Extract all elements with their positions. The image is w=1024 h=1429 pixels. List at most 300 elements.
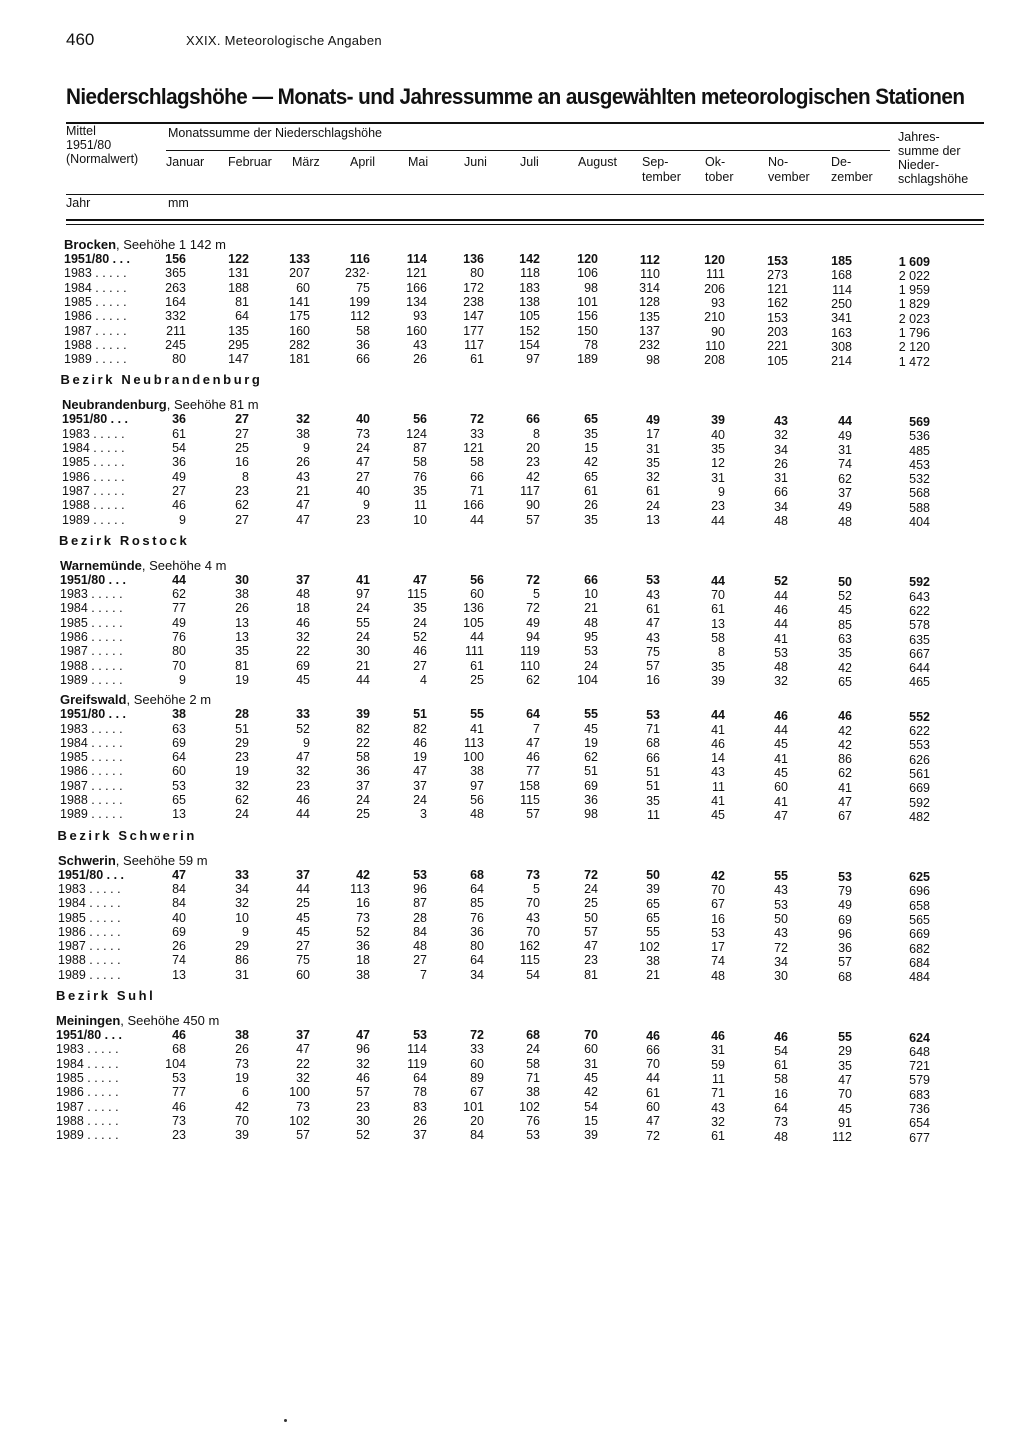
month-value-cell: 32 (711, 1114, 725, 1129)
month-value-cell: 100 (289, 1085, 310, 1100)
month-value-cell: 97 (470, 778, 484, 793)
month-value-cell: 44 (838, 414, 852, 429)
month-value-cell: 41 (838, 780, 852, 795)
month-value-cell: 8 (533, 426, 540, 441)
month-value-cell: 45 (774, 737, 788, 752)
month-value-cell: 47 (172, 867, 186, 882)
month-value-cell: 38 (172, 707, 186, 722)
scan-speck (284, 1419, 287, 1422)
annual-total-cell: 404 (909, 515, 930, 529)
month-value-cell: 28 (235, 707, 249, 722)
month-value-cell: 34 (774, 442, 788, 457)
month-value-cell: 35 (235, 644, 249, 659)
month-value-cell: 52 (413, 630, 427, 644)
month-value-cell: 52 (774, 574, 788, 589)
month-value-cell: 58 (526, 1056, 540, 1071)
row-label: 1988 . . . . . (62, 498, 125, 513)
month-value-cell: 117 (464, 337, 484, 352)
row-label: 1988 . . . . . (60, 658, 123, 673)
month-value-cell: 17 (646, 427, 660, 442)
month-value-cell: 22 (296, 644, 310, 659)
month-value-cell: 102 (519, 1099, 540, 1114)
annual-total-cell: 1 829 (898, 297, 930, 312)
month-value-cell: 58 (711, 631, 725, 645)
month-value-cell: 64 (172, 750, 186, 765)
month-value-cell: 47 (838, 795, 852, 809)
month-value-cell: 65 (584, 412, 598, 427)
month-value-cell: 66 (356, 352, 370, 367)
month-value-cell: 32 (296, 630, 310, 644)
month-value-cell: 111 (464, 644, 484, 659)
month-value-cell: 158 (519, 778, 540, 793)
month-value-cell: 37 (296, 1028, 310, 1042)
month-value-cell: 49 (646, 412, 660, 427)
month-value-cell: 199 (349, 294, 370, 309)
month-value-cell: 25 (470, 672, 484, 687)
month-value-cell: 147 (463, 309, 484, 324)
month-value-cell: 53 (172, 1070, 186, 1085)
month-value-cell: 11 (647, 807, 660, 822)
month-value-cell: 47 (526, 735, 540, 750)
month-value-cell: 238 (463, 294, 484, 309)
annual-total-cell: 644 (909, 661, 930, 676)
month-value-cell: 66 (584, 572, 598, 587)
month-value-cell: 120 (704, 253, 725, 267)
month-value-cell: 214 (831, 354, 852, 369)
annual-total-cell: 677 (909, 1130, 930, 1145)
month-value-cell: 28 (413, 910, 427, 925)
month-value-cell: 150 (577, 323, 598, 338)
month-value-cell: 295 (228, 337, 249, 352)
month-value-cell: 37 (296, 867, 310, 882)
month-value-cell: 70 (172, 658, 186, 673)
month-value-cell: 210 (704, 310, 725, 325)
month-value-cell: 44 (646, 1071, 660, 1086)
month-value-cell: 86 (838, 752, 852, 767)
month-value-cell: 64 (526, 707, 540, 722)
month-value-cell: 33 (296, 707, 310, 722)
month-value-cell: 160 (289, 323, 310, 338)
month-value-cell: 208 (704, 353, 725, 368)
month-value-cell: 65 (646, 896, 660, 911)
month-value-cell: 250 (831, 296, 852, 311)
month-value-cell: 34 (235, 881, 249, 896)
row-label: 1984 . . . . . (58, 896, 121, 911)
month-value-cell: 46 (526, 750, 540, 765)
month-value-cell: 44 (172, 572, 186, 587)
month-value-cell: 19 (413, 750, 427, 765)
row-label: 1951/80 . . . (56, 1028, 123, 1042)
month-value-cell: 33 (470, 1042, 484, 1057)
month-value-cell: 122 (228, 252, 249, 266)
month-value-cell: 31 (711, 470, 725, 485)
header-annual-4: schlagshöhe (898, 172, 969, 186)
month-value-cell: 36 (172, 455, 186, 470)
header-month-12: De- (831, 155, 852, 169)
month-value-cell: 211 (166, 323, 186, 338)
month-value-cell: 60 (296, 967, 310, 982)
month-value-cell: 47 (356, 1028, 370, 1042)
row-label: 1987 . . . . . (62, 483, 125, 498)
month-value-cell: 54 (584, 1099, 598, 1114)
month-value-cell: 85 (838, 617, 852, 632)
month-value-cell: 44 (711, 513, 725, 528)
month-value-cell: 9 (303, 735, 310, 750)
month-value-cell: 46 (413, 735, 427, 750)
month-value-cell: 41 (774, 751, 788, 766)
month-value-cell: 35 (584, 426, 598, 441)
month-value-cell: 78 (413, 1085, 427, 1100)
month-value-cell: 61 (646, 484, 660, 499)
month-value-cell: 81 (584, 967, 598, 982)
month-value-cell: 96 (838, 926, 852, 941)
annual-total-cell: 465 (909, 675, 930, 690)
month-value-cell: 70 (711, 882, 725, 897)
month-value-cell: 45 (838, 603, 852, 618)
month-value-cell: 60 (584, 1042, 598, 1057)
month-value-cell: 56 (470, 572, 484, 587)
month-value-cell: 74 (711, 954, 725, 969)
station-name: Warnemünde (60, 557, 142, 573)
month-value-cell: 70 (711, 588, 725, 603)
month-value-cell: 25 (235, 441, 249, 455)
month-value-cell: 66 (646, 1042, 660, 1057)
row-label: 1984 . . . . . (60, 601, 123, 616)
month-value-cell: 46 (711, 1029, 725, 1043)
month-value-cell: 41 (774, 794, 788, 809)
month-value-cell: 43 (711, 765, 725, 780)
month-value-cell: 37 (838, 485, 852, 500)
month-value-cell: 9 (179, 512, 186, 527)
district-heading: Bezirk Rostock (59, 532, 190, 548)
month-value-cell: 10 (584, 587, 598, 602)
month-value-cell: 26 (235, 601, 249, 616)
annual-total-cell: 658 (909, 898, 930, 913)
month-value-cell: 71 (711, 1086, 725, 1101)
month-value-cell: 67 (838, 809, 852, 824)
month-value-cell: 62 (235, 793, 249, 807)
header-month-12-line2: zember (831, 170, 873, 184)
row-label: 1951/80 . . . (64, 252, 131, 266)
month-value-cell: 69 (584, 778, 598, 793)
month-value-cell: 53 (774, 645, 788, 660)
station-name: Brocken (64, 237, 117, 252)
month-value-cell: 47 (646, 616, 660, 631)
month-value-cell: 163 (831, 325, 852, 340)
row-label: 1985 . . . . . (56, 1070, 119, 1085)
month-value-cell: 23 (235, 483, 249, 498)
month-value-cell: 46 (646, 1028, 660, 1043)
month-value-cell: 62 (172, 587, 186, 602)
month-value-cell: 156 (165, 252, 186, 266)
month-value-cell: 70 (584, 1028, 598, 1042)
month-value-cell: 11 (712, 779, 725, 794)
month-value-cell: 23 (356, 512, 370, 527)
month-value-cell: 32 (235, 778, 249, 793)
annual-total-cell: 579 (909, 1073, 930, 1088)
annual-total-cell: 532 (909, 472, 930, 487)
month-value-cell: 147 (228, 352, 249, 367)
month-value-cell: 162 (519, 939, 540, 954)
annual-total-cell: 485 (909, 443, 930, 458)
header-month-9-line2: tember (642, 170, 681, 184)
row-label: 1984 . . . . . (60, 735, 123, 750)
month-value-cell: 9 (179, 672, 186, 687)
month-value-cell: 42 (838, 737, 852, 752)
month-value-cell: 18 (356, 953, 370, 968)
month-value-cell: 85 (470, 896, 484, 911)
month-value-cell: 27 (172, 483, 186, 498)
month-value-cell: 72 (774, 940, 788, 955)
header-month-5: Mai (408, 155, 429, 169)
month-value-cell: 48 (774, 514, 788, 528)
month-value-cell: 53 (172, 778, 186, 793)
annual-total-cell: 696 (909, 884, 930, 899)
month-value-cell: 5 (533, 881, 540, 896)
month-value-cell: 31 (235, 967, 249, 982)
month-value-cell: 73 (526, 867, 540, 882)
month-value-cell: 35 (838, 1058, 852, 1073)
row-label: 1951/80 . . . (62, 412, 129, 427)
header-month-2: Februar (228, 155, 272, 169)
month-value-cell: 16 (774, 1086, 788, 1101)
station-elevation: Seehöhe 59 m (123, 852, 208, 868)
month-value-cell: 51 (646, 779, 660, 794)
month-value-cell: 93 (413, 309, 427, 324)
month-value-cell: 25 (584, 896, 598, 911)
month-value-cell: 341 (831, 311, 852, 326)
month-value-cell: 21 (356, 658, 370, 673)
month-value-cell: 134 (406, 294, 427, 309)
month-value-cell: 48 (413, 939, 427, 954)
month-value-cell: 65 (838, 674, 852, 689)
month-value-cell: 36 (356, 939, 370, 954)
month-value-cell: 84 (470, 1128, 484, 1143)
month-value-cell: 110 (640, 266, 660, 281)
page-title: Niederschlagshöhe — Monats- und Jahressumme an ausgewählten meteorologischen Stationen (66, 84, 965, 109)
month-value-cell: 52 (356, 924, 370, 939)
month-value-cell: 42 (838, 660, 852, 675)
annual-total-cell: 683 (909, 1087, 930, 1102)
month-value-cell: 106 (577, 266, 598, 281)
month-value-cell: 38 (356, 967, 370, 982)
month-value-cell: 221 (767, 339, 788, 354)
month-value-cell: 67 (711, 897, 725, 912)
month-value-cell: 35 (838, 646, 852, 661)
month-value-cell: 188 (228, 280, 249, 295)
month-value-cell: 131 (228, 266, 249, 281)
row-label: 1988 . . . . . (60, 793, 123, 807)
month-value-cell: 81 (235, 294, 249, 309)
row-label: 1986 . . . . . (58, 924, 121, 939)
month-value-cell: 44 (470, 630, 484, 644)
month-value-cell: 15 (584, 441, 598, 455)
month-value-cell: 23 (296, 778, 310, 793)
month-value-cell: 207 (289, 266, 310, 281)
month-value-cell: 135 (228, 323, 249, 338)
month-value-cell: 72 (470, 1028, 484, 1042)
month-value-cell: 45 (296, 924, 310, 939)
month-value-cell: 119 (407, 1056, 427, 1071)
month-value-cell: 46 (296, 615, 310, 630)
month-value-cell: 48 (584, 615, 598, 630)
month-value-cell: 34 (774, 954, 788, 969)
annual-total-cell: 669 (909, 781, 930, 796)
row-label: 1984 . . . . . (64, 280, 127, 295)
month-value-cell: 189 (577, 352, 598, 367)
month-value-cell: 16 (356, 896, 370, 911)
month-value-cell: 42 (584, 1085, 598, 1100)
month-value-cell: 35 (584, 512, 598, 527)
month-value-cell: 137 (639, 324, 660, 338)
month-value-cell: 38 (235, 587, 249, 602)
month-value-cell: 27 (235, 426, 249, 441)
annual-total-cell: 736 (909, 1102, 930, 1116)
month-value-cell: 142 (519, 252, 540, 266)
month-value-cell: 79 (838, 883, 852, 898)
month-value-cell: 61 (172, 426, 186, 441)
month-value-cell: 100 (463, 750, 484, 765)
month-value-cell: 23 (356, 1099, 370, 1114)
month-value-cell: 47 (774, 808, 788, 823)
month-value-cell: 69 (838, 912, 852, 927)
month-value-cell: 77 (172, 601, 186, 616)
month-value-cell: 10 (235, 910, 249, 925)
month-value-cell: 31 (584, 1056, 598, 1071)
month-value-cell: 32 (296, 412, 310, 427)
month-value-cell: 11 (712, 1071, 725, 1086)
month-value-cell: 49 (838, 428, 852, 443)
month-value-cell: 30 (235, 572, 249, 587)
month-value-cell: 42 (711, 868, 725, 883)
month-value-cell: 55 (584, 707, 598, 722)
month-value-cell: 42 (584, 455, 598, 470)
month-value-cell: 114 (406, 252, 427, 266)
month-value-cell: 23 (584, 953, 598, 968)
month-value-cell: 62 (838, 766, 852, 781)
month-value-cell: 9 (718, 484, 725, 499)
month-value-cell: 48 (296, 587, 310, 602)
month-value-cell: 49 (526, 615, 540, 630)
month-value-cell: 47 (296, 1042, 310, 1057)
month-value-cell: 45 (584, 721, 598, 736)
month-value-cell: 26 (413, 1113, 427, 1128)
month-value-cell: 73 (172, 1113, 186, 1128)
month-value-cell: 55 (646, 925, 660, 940)
month-value-cell: 10 (413, 512, 427, 527)
annual-total-cell: 588 (909, 500, 930, 515)
month-value-cell: 156 (577, 309, 598, 324)
annual-total-cell: 721 (909, 1059, 930, 1074)
row-label: 1989 . . . . . (60, 807, 123, 822)
month-value-cell: 47 (296, 512, 310, 527)
month-value-cell: 26 (296, 455, 310, 470)
month-value-cell: 32 (296, 764, 310, 779)
month-value-cell: 101 (463, 1099, 484, 1114)
month-value-cell: 24 (413, 615, 427, 630)
month-value-cell: 32 (774, 428, 788, 443)
annual-total-cell: 453 (909, 457, 930, 472)
header-month-9: Sep- (642, 155, 669, 169)
month-value-cell: 70 (838, 1087, 852, 1102)
row-label: 1989 . . . . . (58, 967, 121, 982)
row-label: 1988 . . . . . (56, 1113, 119, 1128)
month-value-cell: 141 (289, 294, 310, 309)
month-value-cell: 116 (349, 252, 370, 266)
header-unit: mm (168, 196, 189, 210)
month-value-cell: 164 (165, 294, 186, 309)
header-annual-2: summe der (898, 144, 961, 158)
month-value-cell: 47 (584, 939, 598, 954)
month-value-cell: 98 (646, 352, 660, 367)
annual-total-cell: 552 (909, 709, 930, 724)
station-heading: Warnemünde, Seehöhe 4 m (60, 557, 227, 573)
month-value-cell: 71 (526, 1070, 540, 1085)
month-value-cell: 36 (584, 793, 598, 807)
month-value-cell: 73 (356, 910, 370, 925)
month-value-cell: 52 (838, 589, 852, 604)
month-value-cell: 97 (356, 587, 370, 602)
station-name: Meiningen (56, 1013, 121, 1028)
month-value-cell: 64 (470, 953, 484, 968)
month-value-cell: 27 (413, 953, 427, 968)
month-value-cell: 66 (774, 485, 788, 500)
month-value-cell: 51 (413, 707, 427, 722)
row-label: 1986 . . . . . (62, 469, 125, 484)
month-value-cell: 57 (838, 955, 852, 970)
month-value-cell: 105 (519, 309, 540, 324)
month-value-cell: 53 (584, 644, 598, 659)
month-value-cell: 104 (165, 1056, 186, 1071)
month-value-cell: 23 (711, 499, 725, 514)
month-value-cell: 27 (296, 939, 310, 954)
header-month-7: Juli (520, 155, 539, 169)
month-value-cell: 185 (831, 254, 852, 268)
month-value-cell: 58 (356, 750, 370, 765)
month-value-cell: 152 (519, 323, 540, 338)
month-value-cell: 41 (470, 721, 484, 736)
row-label: 1983 . . . . . (62, 426, 125, 441)
month-value-cell: 46 (413, 644, 427, 659)
month-value-cell: 115 (407, 587, 427, 602)
month-value-cell: 73 (356, 426, 370, 441)
month-value-cell: 37 (413, 778, 427, 793)
month-value-cell: 35 (711, 659, 725, 674)
month-value-cell: 27 (235, 412, 249, 427)
month-value-cell: 42 (356, 867, 370, 882)
month-value-cell: 82 (413, 721, 427, 736)
month-value-cell: 27 (413, 658, 427, 673)
month-value-cell: 48 (711, 968, 725, 983)
row-label: 1986 . . . . . (64, 309, 127, 324)
month-value-cell: 55 (774, 869, 788, 884)
month-value-cell: 105 (767, 353, 788, 368)
month-value-cell: 65 (584, 469, 598, 484)
month-value-cell: 41 (711, 794, 725, 808)
month-value-cell: 70 (526, 924, 540, 939)
month-value-cell: 36 (172, 412, 186, 427)
month-value-cell: 121 (767, 282, 788, 297)
station-name: Neubrandenburg (62, 397, 167, 413)
month-value-cell: 43 (526, 910, 540, 925)
annual-total-cell: 569 (909, 414, 930, 429)
month-value-cell: 115 (520, 793, 540, 807)
row-label: 1984 . . . . . (56, 1056, 119, 1071)
month-value-cell: 153 (767, 253, 788, 268)
month-value-cell: 52 (296, 721, 310, 736)
annual-total-cell: 568 (909, 486, 930, 501)
month-value-cell: 19 (235, 672, 249, 687)
